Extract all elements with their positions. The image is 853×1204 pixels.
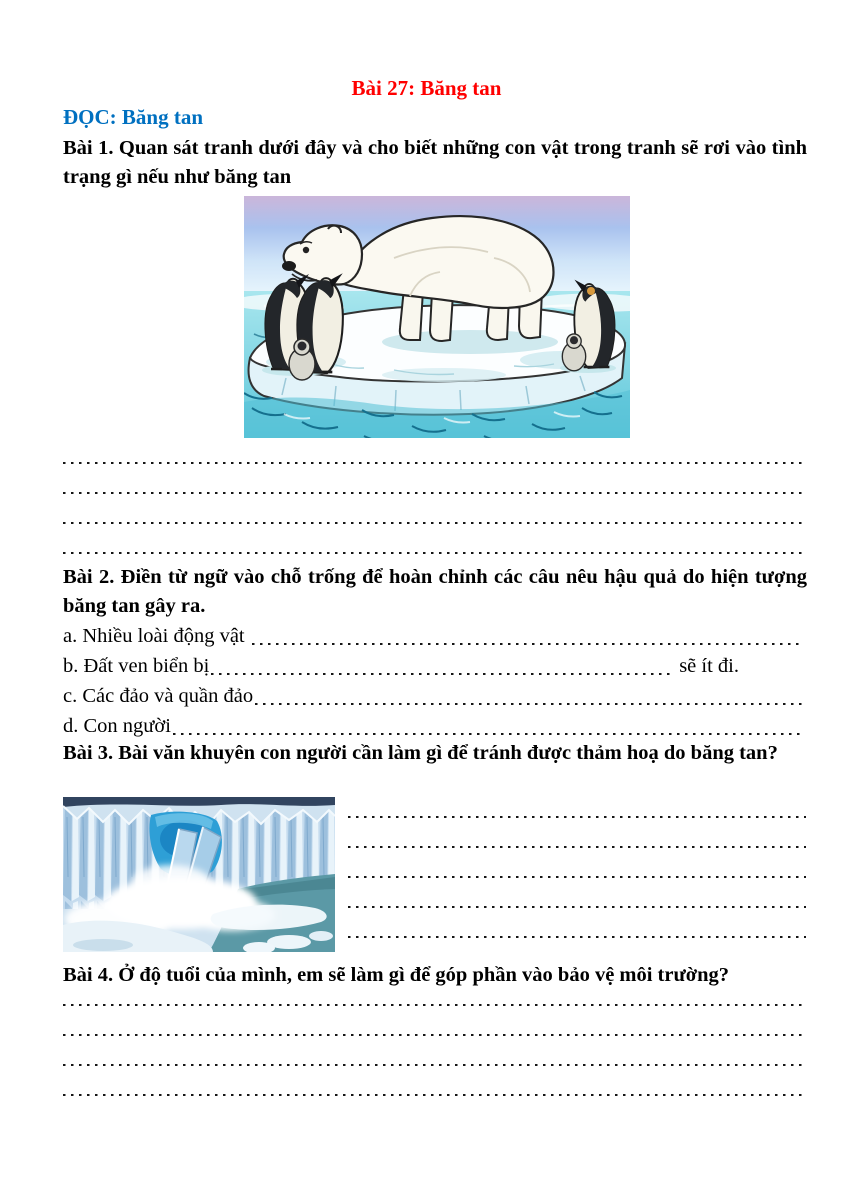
glacier-photo-svg — [63, 797, 335, 952]
fill-blank — [173, 733, 804, 735]
fill-blank — [252, 643, 804, 645]
exercise-4-answer-lines — [63, 982, 806, 1102]
answer-line — [63, 982, 806, 1012]
answer-line — [63, 1042, 806, 1072]
fill-item-c — [63, 681, 806, 711]
fill-item-d — [63, 711, 806, 741]
exercise-3-heading: Bài 3. Bài văn khuyên con người cần làm gì để tránh được thảm hoạ do băng tan? — [63, 742, 778, 764]
answer-line — [63, 1072, 806, 1102]
fill-blank — [255, 703, 804, 705]
answer-line — [63, 470, 806, 500]
page-title: Bài 27: Băng tan — [351, 76, 502, 100]
answer-line — [63, 500, 806, 530]
answer-line — [63, 440, 806, 470]
fill-item-b-text: b. Đất ven biển bị — [63, 655, 210, 677]
glacier-calving-photo — [63, 797, 335, 952]
fill-item-a-text: a. Nhiều loài động vật — [63, 625, 250, 647]
exercise-2-items — [63, 621, 806, 741]
answer-line — [348, 824, 806, 854]
section-header: ĐỌC: Băng tan — [63, 105, 204, 129]
answer-line — [348, 884, 806, 914]
polar-bear-illustration-svg — [244, 196, 630, 438]
answer-line — [63, 530, 806, 560]
exercise-3-answer-lines — [348, 794, 806, 944]
answer-line — [348, 914, 806, 944]
fill-item-d-text: d. Con người — [63, 715, 171, 737]
answer-line — [348, 794, 806, 824]
exercise-1-heading: Bài 1. Quan sát tranh dưới đây và cho biết những con vật trong tranh sẽ rơi vào tình trạng gì nếu như băng tan — [63, 137, 807, 188]
fill-blank — [211, 673, 672, 675]
exercise-2-heading: Bài 2. Điền từ ngữ vào chỗ trống để hoàn chỉnh các câu nêu hậu quả do hiện tượng băng tan gây ra. — [63, 566, 807, 617]
answer-line — [63, 1012, 806, 1042]
exercise-4-heading: Bài 4. Ở độ tuổi của mình, em sẽ làm gì để góp phần vào bảo vệ môi trường? — [63, 964, 730, 986]
fill-item-b-suffix: sẽ ít đi. — [674, 655, 739, 677]
answer-line — [348, 854, 806, 884]
fill-item-a — [63, 621, 806, 651]
fill-item-c-text: c. Các đảo và quần đảo — [63, 685, 254, 707]
polar-bear-penguins-illustration — [244, 196, 630, 438]
exercise-1-answer-lines — [63, 440, 806, 560]
fill-item-b — [63, 651, 739, 681]
